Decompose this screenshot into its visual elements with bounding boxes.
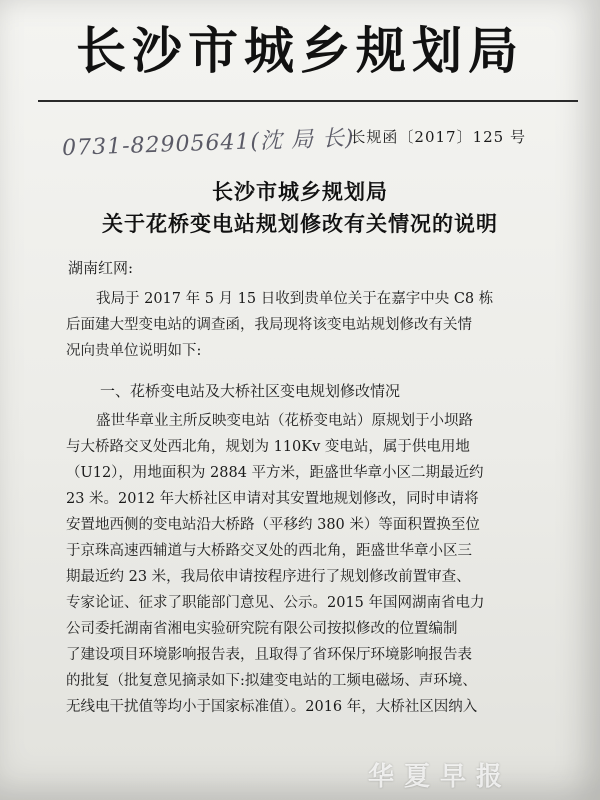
paragraph-line: 专家论证、征求了职能部门意见、公示。2015 年国网湖南省电力 xyxy=(66,595,485,611)
paragraph-line: 况向贵单位说明如下: xyxy=(66,343,202,359)
paragraph-line: 无线电干扰值等均小于国家标准值）。2016 年，大桥社区因纳入 xyxy=(66,699,478,715)
paragraph-line: 于京珠高速西辅道与大桥路交叉处的西北角，距盛世华章小区三 xyxy=(66,543,472,559)
letterhead-rule xyxy=(38,100,578,102)
paragraph-intro xyxy=(66,286,570,364)
document-number: 长规函〔2017〕125 号 xyxy=(350,128,526,146)
paragraph-line: 的批复（批复意见摘录如下:拟建变电站的工频电磁场、声环境、 xyxy=(66,673,477,689)
document-title-line1: 长沙市城乡规划局 xyxy=(212,179,388,204)
paragraph-line: 23 米。2012 年大桥社区申请对其安置地规划修改，同时申请将 xyxy=(66,491,479,507)
watermark-logo: 华夏早报 xyxy=(367,762,512,792)
handwritten-note: 0731-82905641(沈 局 长) xyxy=(61,125,355,162)
section-heading: 一、花桥变电站及大桥社区变电规划修改情况 xyxy=(100,382,401,400)
paragraph-line: 我局于 2017 年 5 月 15 日收到贵单位关于在嘉宇中央 C8 栋 xyxy=(96,291,494,307)
letterhead-title: 长沙市城乡规划局 xyxy=(76,21,524,80)
salutation: 湖南红网: xyxy=(68,259,134,277)
paragraph-line: 后面建大型变电站的调查函，我局现将该变电站规划修改有关情 xyxy=(66,317,472,333)
paragraph-section1 xyxy=(66,408,570,720)
paragraph-line: 盛世华章业主所反映变电站（花桥变电站）原规划于小坝路 xyxy=(96,413,473,429)
paragraph-line: 了建设项目环境影响报告表，且取得了省环保厅环境影响报告表 xyxy=(66,647,472,663)
document-title-line2: 关于花桥变电站规划修改有关情况的说明 xyxy=(102,211,498,236)
paragraph-line: （U12），用地面积为 2884 平方米，距盛世华章小区二期最近约 xyxy=(66,465,484,481)
paragraph-line: 与大桥路交叉处西北角，规划为 110Kv 变电站，属于供电用地 xyxy=(66,439,470,455)
paragraph-line: 安置地西侧的变电站沿大桥路（平移约 380 米）等面积置换至位 xyxy=(66,517,480,533)
paragraph-line: 期最近约 23 米，我局依申请按程序进行了规划修改前置审查、 xyxy=(66,569,471,585)
paragraph-line: 公司委托湖南省湘电实验研究院有限公司按拟修改的位置编制 xyxy=(66,621,458,637)
